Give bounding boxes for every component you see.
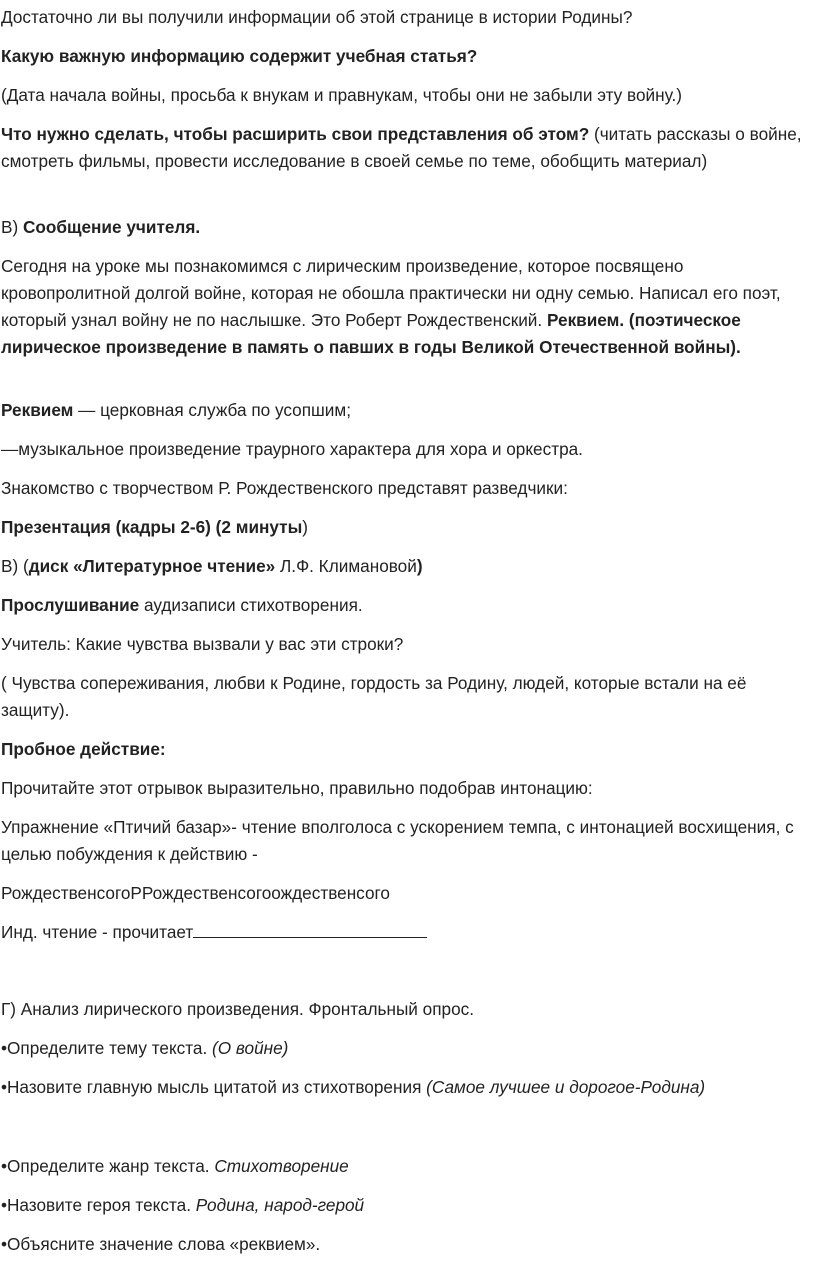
teacher-message-text: Сегодня на уроке мы познакомимся с лирическим произведение, которое посвящено кровопролитной долгой войне, которая не обошла практически ни одну семью. Написал его поэт, который узнал войну не по наслышке. Это Роберт Рождественский. Реквием. (поэтическое лирическое произведение в память о павших в годы Великой Отечественной войны). xyxy=(1,256,781,357)
presentation-note: Презентация (кадры 2-6) (2 минуты) xyxy=(1,517,308,537)
question-important-info: Какую важную информацию содержит учебная статья? xyxy=(1,46,478,66)
bullet-theme: •Определите тему текста. (О войне) xyxy=(1,1038,289,1058)
bullet-hero: •Назовите героя текста. Родина, народ-герой xyxy=(1,1195,365,1215)
disc-reference: В) (диск «Литературное чтение» Л.Ф. Климановой) xyxy=(1,556,423,576)
requiem-definition-2: —музыкальное произведение траурного характера для хора и оркестра. xyxy=(1,439,583,459)
section-analysis: Г) Анализ лирического произведения. Фронтальный опрос. xyxy=(1,999,475,1019)
read-expressively-task: Прочитайте этот отрывок выразительно, правильно подобрав интонацию: xyxy=(1,778,593,798)
name-repetition: РождественсогоРРождественсогоождественсого xyxy=(1,883,390,903)
individual-reading: Инд. чтение - прочитает xyxy=(1,919,813,946)
teacher-question-feelings: Учитель: Какие чувства вызвали у вас эти строки? xyxy=(1,634,404,654)
bullet-main-idea: •Назовите главную мысль цитатой из стихотворения (Самое лучшее и дорогое-Родина) xyxy=(1,1077,706,1097)
question-enough-info: Достаточно ли вы получили информации об этой странице в истории Родины? xyxy=(1,7,633,27)
listening-note: Прослушивание аудизаписи стихотворения. xyxy=(1,595,363,615)
question-expand-knowledge: Что нужно сделать, чтобы расширить свои представления об этом? (читать рассказы о войне, смотреть фильмы, провести исследование в своей семье по теме, обобщить материал) xyxy=(1,124,802,171)
bullet-genre: •Определите жанр текста. Стихотворение xyxy=(1,1156,349,1176)
answer-war-date: (Дата начала войны, просьба к внукам и правнукам, чтобы они не забыли эту войну.) xyxy=(1,85,683,105)
answer-feelings: ( Чувства сопереживания, любви к Родине, гордость за Родину, людей, которые встали на её защиту). xyxy=(1,673,747,720)
requiem-definition-1: Реквием — церковная служба по усопшим; xyxy=(1,400,351,420)
exercise-bird-market: Упражнение «Птичий базар»- чтение вполголоса с ускорением темпа, с интонацией восхищения, с целью побуждения к действию - xyxy=(1,817,794,864)
intro-scouts: Знакомство с творчеством Р. Рождественского представят разведчики: xyxy=(1,478,568,498)
section-teacher-message: В) Сообщение учителя. xyxy=(1,217,201,237)
trial-action-heading: Пробное действие: xyxy=(1,739,166,759)
bullet-requiem-meaning: •Объясните значение слова «реквием». xyxy=(1,1234,321,1254)
fill-in-blank-line xyxy=(193,919,427,938)
